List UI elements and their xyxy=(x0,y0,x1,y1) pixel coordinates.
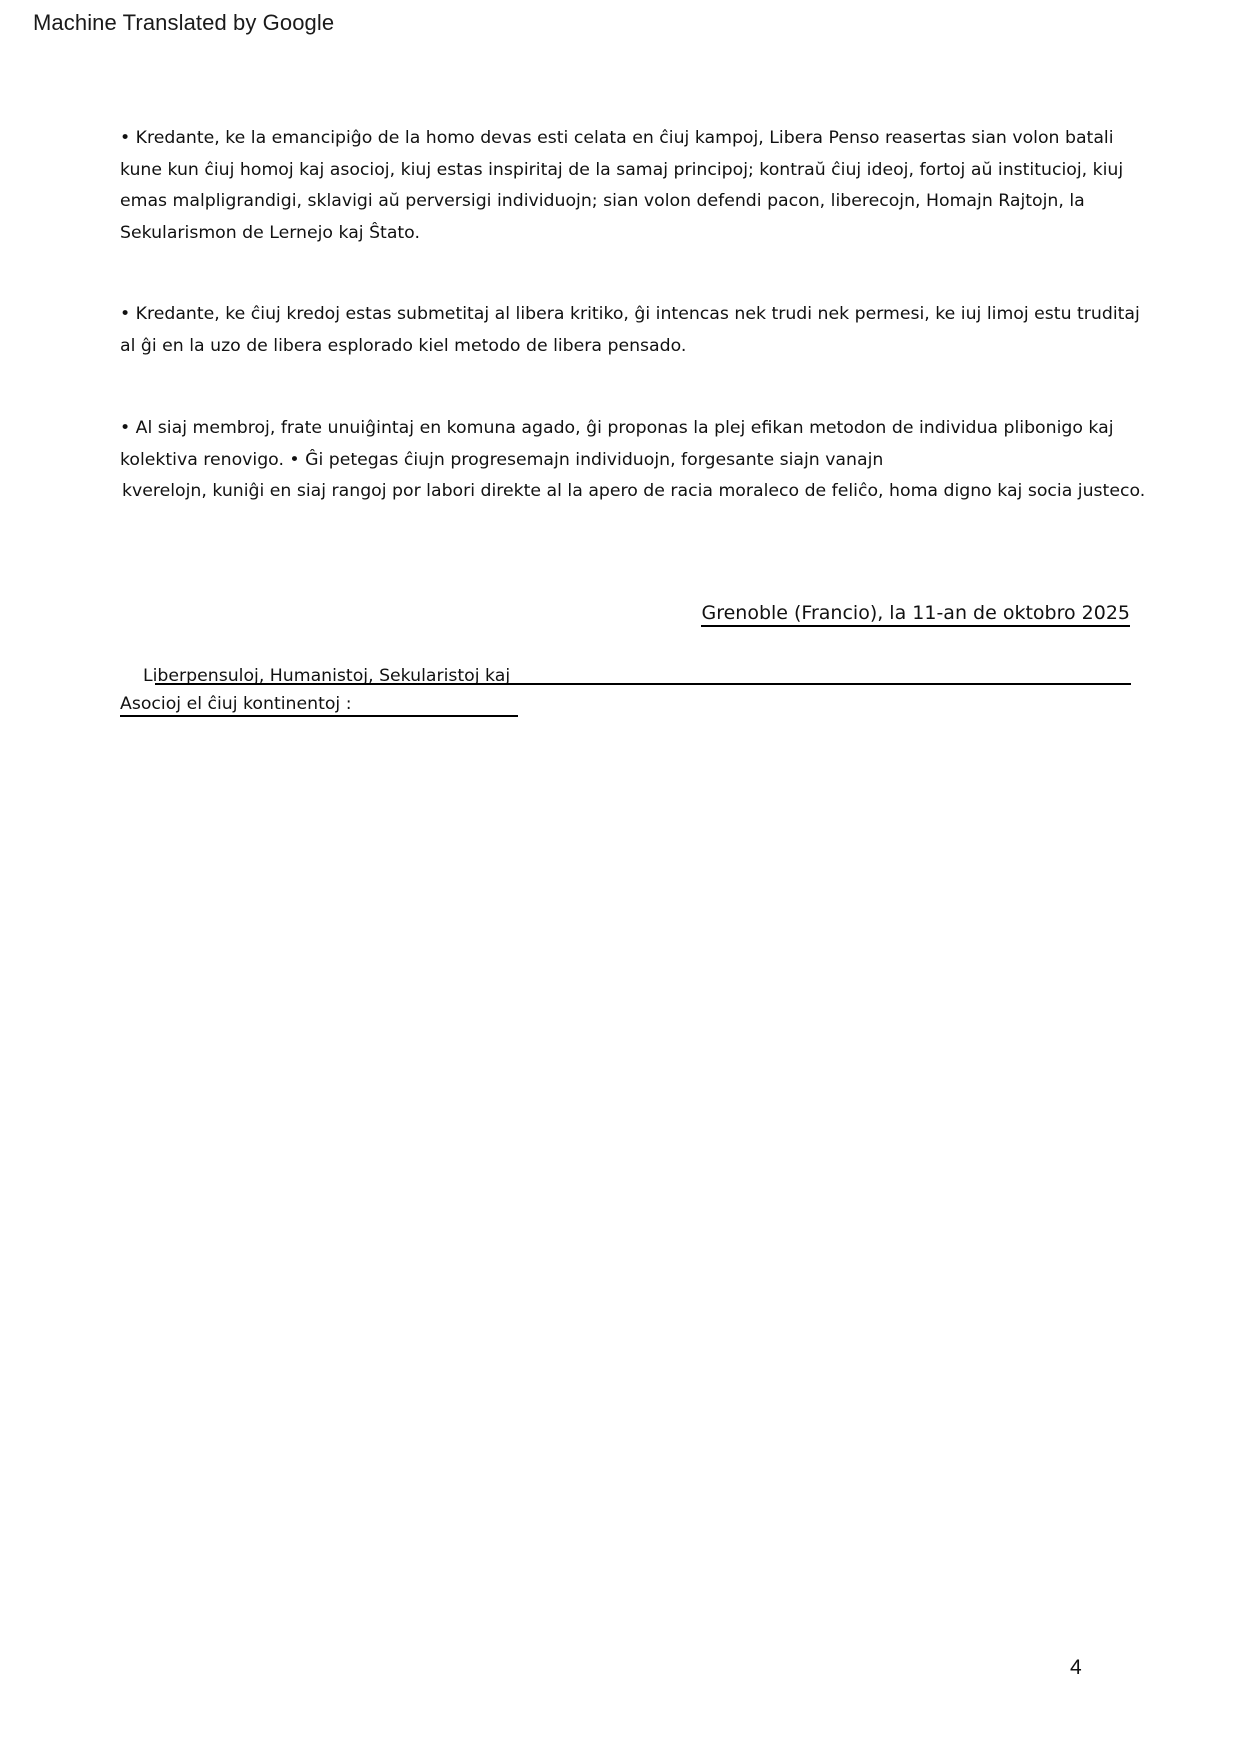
paragraph-line: kune kun ĉiuj homoj kaj asocioj, kiuj estas inspiritaj de la samaj principoj; kontraŭ ĉiuj ideoj, fortoj aŭ institucioj, kiuj xyxy=(120,159,1124,180)
signatories-label-line-1: Liberpensuloj, Humanistoj, Sekularistoj kaj xyxy=(143,666,511,686)
paragraph-line: • Kredante, ke la emancipiĝo de la homo devas esti celata en ĉiuj kampoj, Libera Penso reasertas sian volon batali xyxy=(120,128,1114,148)
paragraph-emancipation xyxy=(120,123,1135,249)
paragraph-line: Sekularismon de Lernejo kaj Ŝtato. xyxy=(120,222,420,243)
paragraph-line: • Kredante, ke ĉiuj kredoj estas submetitaj al libera kritiko, ĝi intencas nek trudi nek permesi, ke iuj limoj estu truditaj xyxy=(120,304,1140,324)
paragraph-line: • Al siaj membroj, frate unuiĝintaj en komuna agado, ĝi proponas la plej efikan metodon de individua plibonigo kaj xyxy=(120,418,1114,438)
paragraph-members xyxy=(120,413,1146,508)
page-number: 4 xyxy=(1070,1656,1082,1679)
signature-rule-short xyxy=(120,715,518,717)
paragraph-line: kolektiva renovigo. • Ĝi petegas ĉiujn progresemajn individuojn, forgesante siajn vanajn xyxy=(120,449,884,470)
signatories-label-line-2: Asocioj el ĉiuj kontinentoj : xyxy=(120,694,352,714)
signature-rule-long xyxy=(155,683,1131,685)
place-and-date: Grenoble (Francio), la 11-an de oktobro 2025 xyxy=(701,601,1130,627)
paragraph-line: kverelojn, kuniĝi en siaj rangoj por labori direkte al la apero de racia moraleco de feliĉo, homa digno kaj socia justeco. xyxy=(122,481,1146,501)
paragraph-line: emas malpligrandigi, sklavigi aŭ perversigi individuojn; sian volon defendi pacon, liberecojn, Homajn Rajtojn, la xyxy=(120,191,1085,211)
paragraph-line: al ĝi en la uzo de libera esplorado kiel metodo de libera pensado. xyxy=(120,335,687,356)
paragraph-free-criticism xyxy=(120,299,1140,362)
machine-translation-watermark: Machine Translated by Google xyxy=(33,10,335,35)
